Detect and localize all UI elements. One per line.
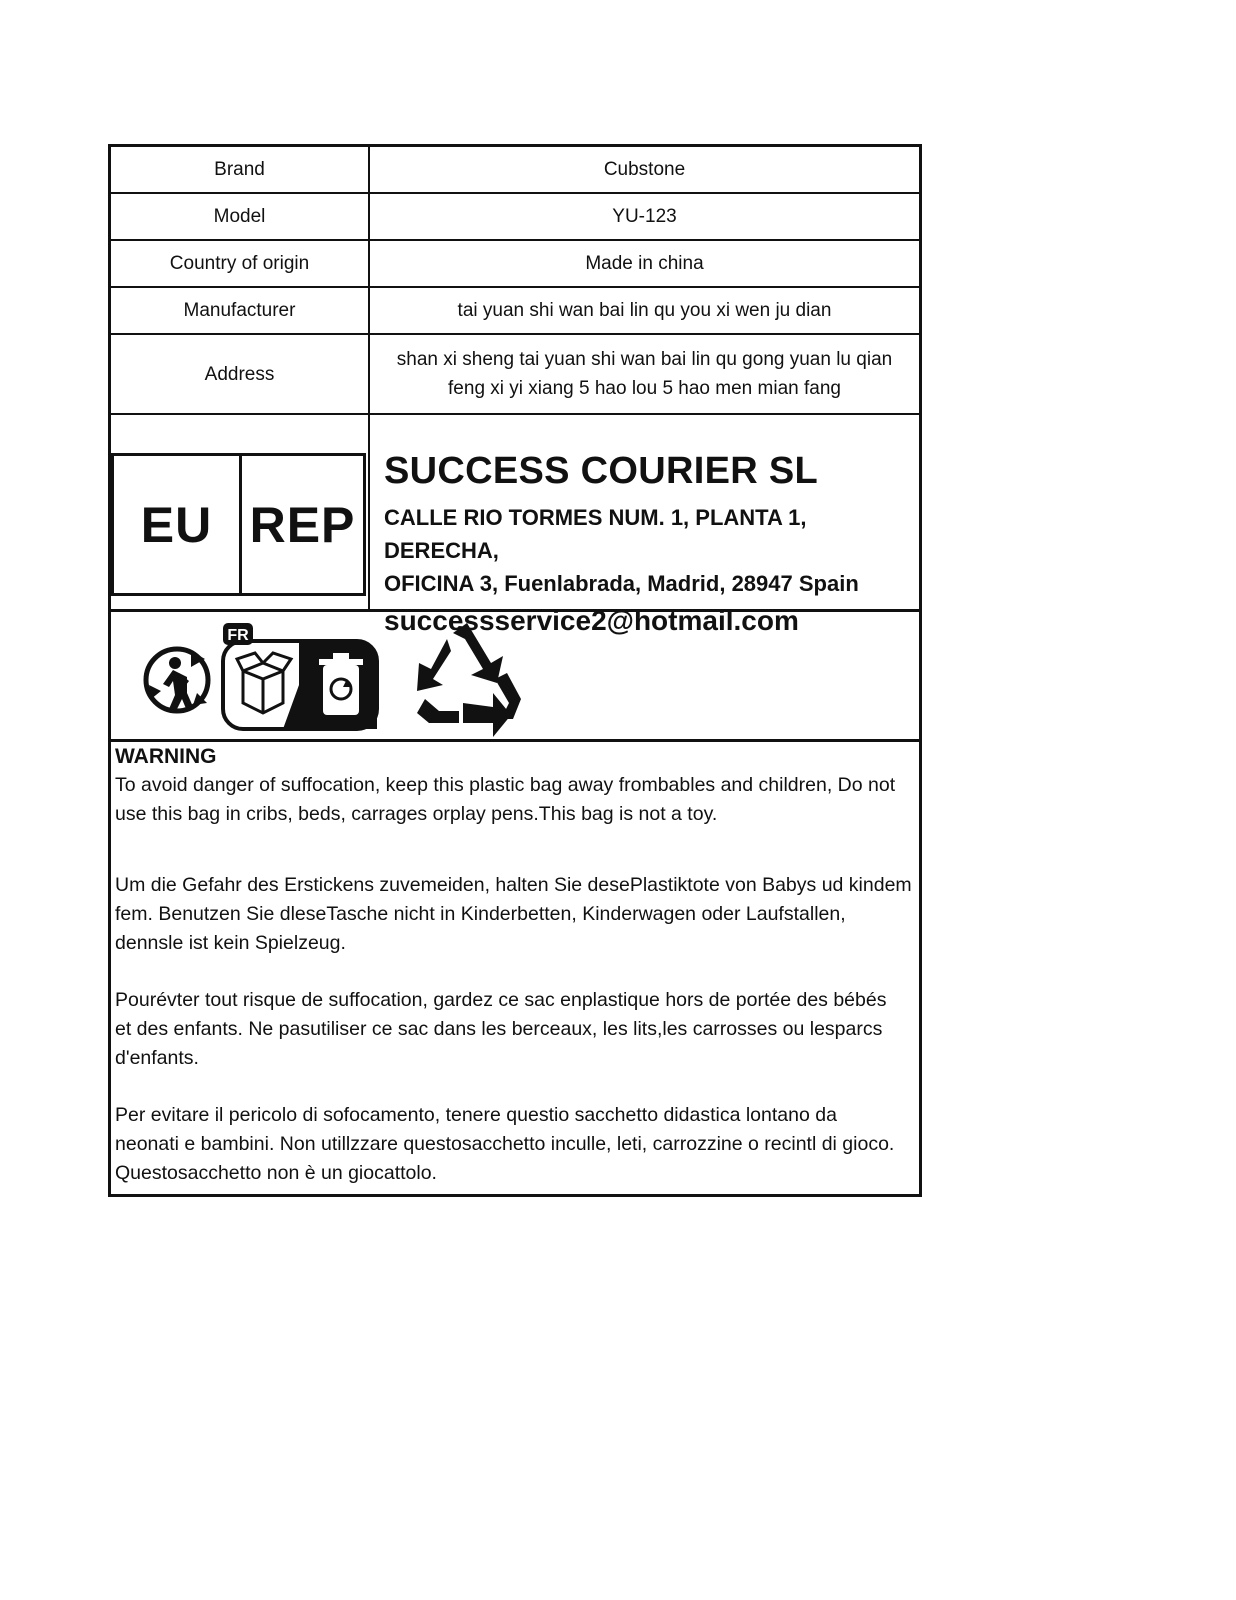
manufacturer-label: Manufacturer xyxy=(183,300,296,321)
warning-section xyxy=(115,743,917,1188)
model-label: Model xyxy=(213,206,266,227)
brand-label: Brand xyxy=(214,159,265,180)
eu-rep-symbol xyxy=(111,453,366,596)
warning-it-line: Questosacchetto non è un giocattolo. xyxy=(115,1162,437,1184)
rep-text: REP xyxy=(249,496,356,553)
origin-label: Country of origin xyxy=(169,253,310,274)
info-tri-badge: FR xyxy=(227,627,249,644)
eu-text: EU xyxy=(140,496,213,553)
warning-it-line: neonati e bambini. Non utillzzare questosacchetto inculle, leti, carrozzine o recintl di gioco. xyxy=(115,1133,895,1155)
courier-address-line: CALLE RIO TORMES NUM. 1, PLANTA 1, DERECHA, xyxy=(384,505,807,563)
manufacturer-value: tai yuan shi wan bai lin qu you xi wen ju dian xyxy=(457,300,832,321)
warning-title: WARNING xyxy=(115,745,217,768)
address-line: feng xi yi xiang 5 hao lou 5 hao men mian fang xyxy=(448,378,841,399)
courier-address xyxy=(384,501,924,600)
warning-fr-line: d'enfants. xyxy=(115,1047,199,1069)
brand-value: Cubstone xyxy=(603,159,686,180)
courier-name: SUCCESS COURIER SL xyxy=(384,450,819,492)
origin-value: Made in china xyxy=(585,253,704,274)
product-label-sheet xyxy=(108,144,922,1197)
warning-fr-line: et des enfants. Ne pasutiliser ce sac dans les berceaux, les lits,les carrosses ou lesparcs xyxy=(115,1018,883,1040)
warning-de-line: dennsle ist kein Spielzeug. xyxy=(115,932,346,954)
warning-de-line: Um die Gefahr des Erstickens zuvemeiden, halten Sie desePlastiktote von Babys ud kindem xyxy=(115,874,912,896)
recycle-icon xyxy=(411,619,527,737)
warning-en-line: use this bag in cribs, beds, carrages orplay pens.This bag is not a toy. xyxy=(115,803,718,825)
eu-representative xyxy=(384,447,924,640)
address-line: shan xi sheng tai yuan shi wan bai lin qu gong yuan lu qian xyxy=(396,349,893,370)
warning-it-line: Per evitare il pericolo di sofocamento, tenere questio sacchetto didastica lontano da xyxy=(115,1104,837,1126)
triman-icon xyxy=(139,641,217,719)
courier-address-line: OFICINA 3, Fuenlabrada, Madrid, 28947 Spain xyxy=(384,571,859,596)
recycling-symbols xyxy=(111,613,919,741)
address-value xyxy=(370,335,919,413)
warning-en-line: To avoid danger of suffocation, keep this plastic bag away frombables and children, Do not xyxy=(115,774,896,796)
address-label: Address xyxy=(204,363,275,385)
warning-de-line: fem. Benutzen Sie dleseTasche nicht in Kinderbetten, Kinderwagen oder Laufstallen, xyxy=(115,903,846,925)
info-tri-icon xyxy=(221,621,381,733)
warning-fr-line: Pourévter tout risque de suffocation, gardez ce sac enplastique hors de portée des bébés xyxy=(115,989,887,1011)
model-value: YU-123 xyxy=(612,206,677,227)
courier-email: successservice2@hotmail.com xyxy=(384,605,799,636)
row-divider xyxy=(111,413,919,415)
